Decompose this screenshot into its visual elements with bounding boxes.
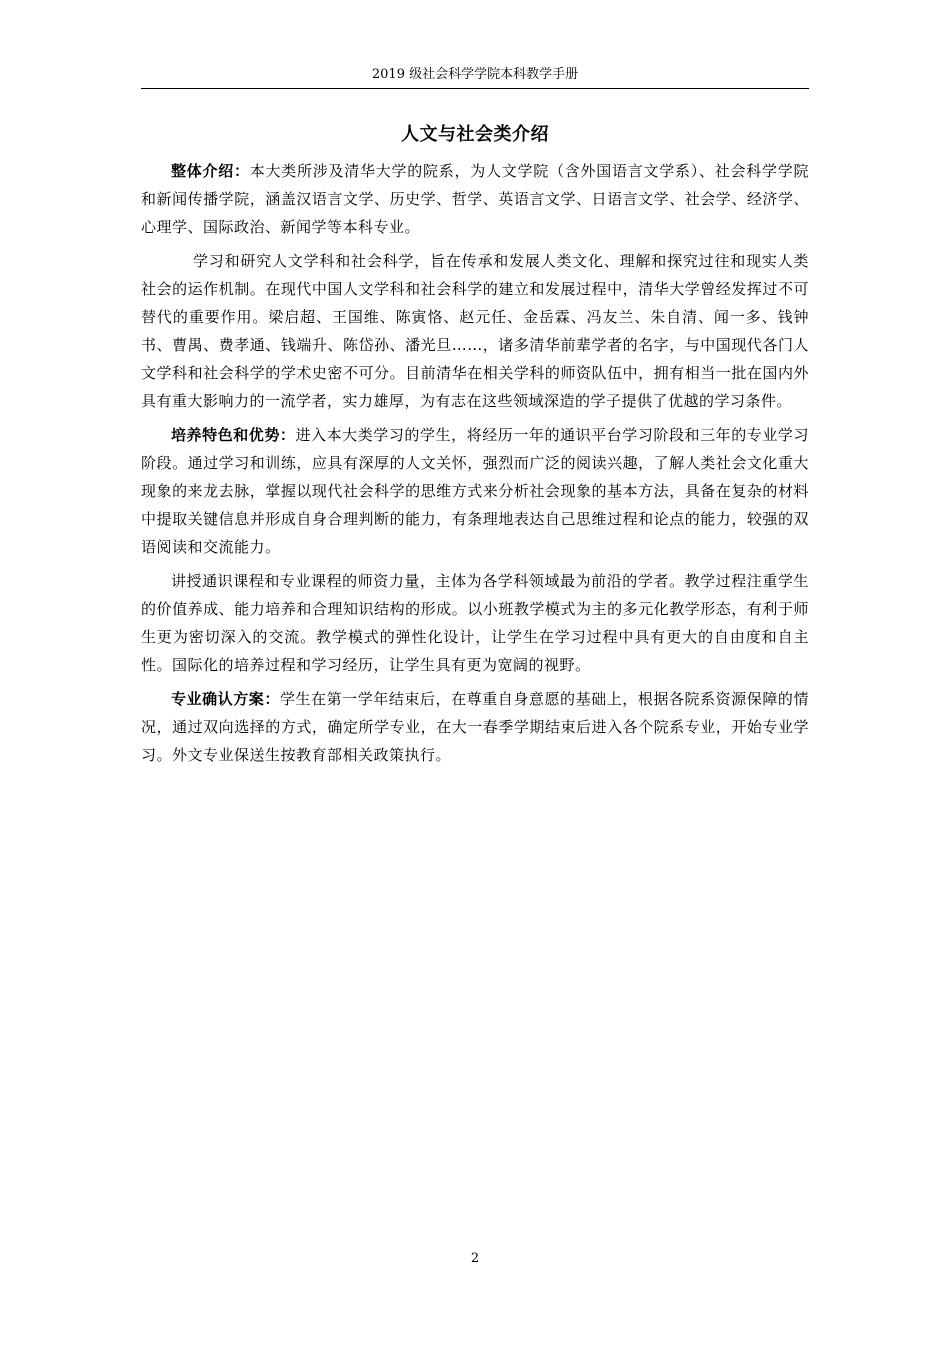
- paragraph-history: [141, 247, 809, 415]
- features-text: 进入本大类学习的学生，将经历一年的通识平台学习阶段和三年的专业学习阶段。通过学习和训练，应具有深厚的人文关怀，强烈而广泛的阅读兴趣，了解人类社会文化重大现象的来龙去脉，掌握以现代社会科学的思维方式来分析社会现象的基本方法，具备在复杂的材料中提取关键信息并形成自身合理判断的能力，有条理地表达自己思维过程和论点的能力，较强的双语阅读和交流能力。: [141, 426, 809, 556]
- major-confirmation-lead: 专业确认方案：: [171, 690, 280, 708]
- history-text: 学习和研究人文学科和社会科学，旨在传承和发展人类文化、理解和探究过往和现实人类社会的运作机制。在现代中国人文学科和社会科学的建立和发展过程中，清华大学曾经发挥过不可替代的重要作用。梁启超、王国维、陈寅恪、赵元任、金岳霖、冯友兰、朱自清、闻一多、钱钟书、曹禺、费孝通、钱端升、陈岱孙、潘光旦……，诸多清华前辈学者的名字，与中国现代各门人文学科和社会科学的学术史密不可分。目前清华在相关学科的师资队伍中，拥有相当一批在国内外具有重大影响力的一流学者，实力雄厚，为有志在这些领域深造的学子提供了优越的学习条件。: [141, 252, 809, 410]
- overview-text: 本大类所涉及清华大学的院系，为人文学院（含外国语言文学系）、社会科学学院和新闻传播学院，涵盖汉语言文学、历史学、哲学、英语言文学、日语言文学、社会学、经济学、心理学、国际政治、新闻学等本科专业。: [141, 162, 809, 236]
- document-title: 人文与社会类介绍: [401, 124, 549, 145]
- page-number: 2: [470, 1251, 480, 1266]
- document-body: [141, 157, 809, 775]
- features-lead: 培养特色和优势：: [171, 426, 296, 444]
- major-confirmation-text: 学生在第一学年结束后，在尊重自身意愿的基础上，根据各院系资源保障的情况，通过双向选择的方式，确定所学专业，在大一春季学期结束后进入各个院系专业，开始专业学习。外文专业保送生按教育部相关政策执行。: [141, 690, 809, 764]
- paragraph-overview: [141, 157, 809, 241]
- header-rule: [141, 88, 809, 89]
- teaching-text: 讲授通识课程和专业课程的师资力量，主体为各学科领域最为前沿的学者。教学过程注重学生的价值养成、能力培养和合理知识结构的形成。以小班教学模式为主的多元化教学形态，有利于师生更为密切深入的交流。教学模式的弹性化设计，让学生在学习过程中具有更大的自由度和自主性。国际化的培养过程和学习经历，让学生具有更为宽阔的视野。: [141, 572, 809, 674]
- running-header: 2019 级社会科学学院本科教学手册: [371, 67, 579, 82]
- paragraph-teaching: [141, 567, 809, 679]
- overview-lead: 整体介绍：: [171, 162, 250, 180]
- paragraph-major-confirmation: [141, 685, 809, 769]
- paragraph-features: [141, 421, 809, 561]
